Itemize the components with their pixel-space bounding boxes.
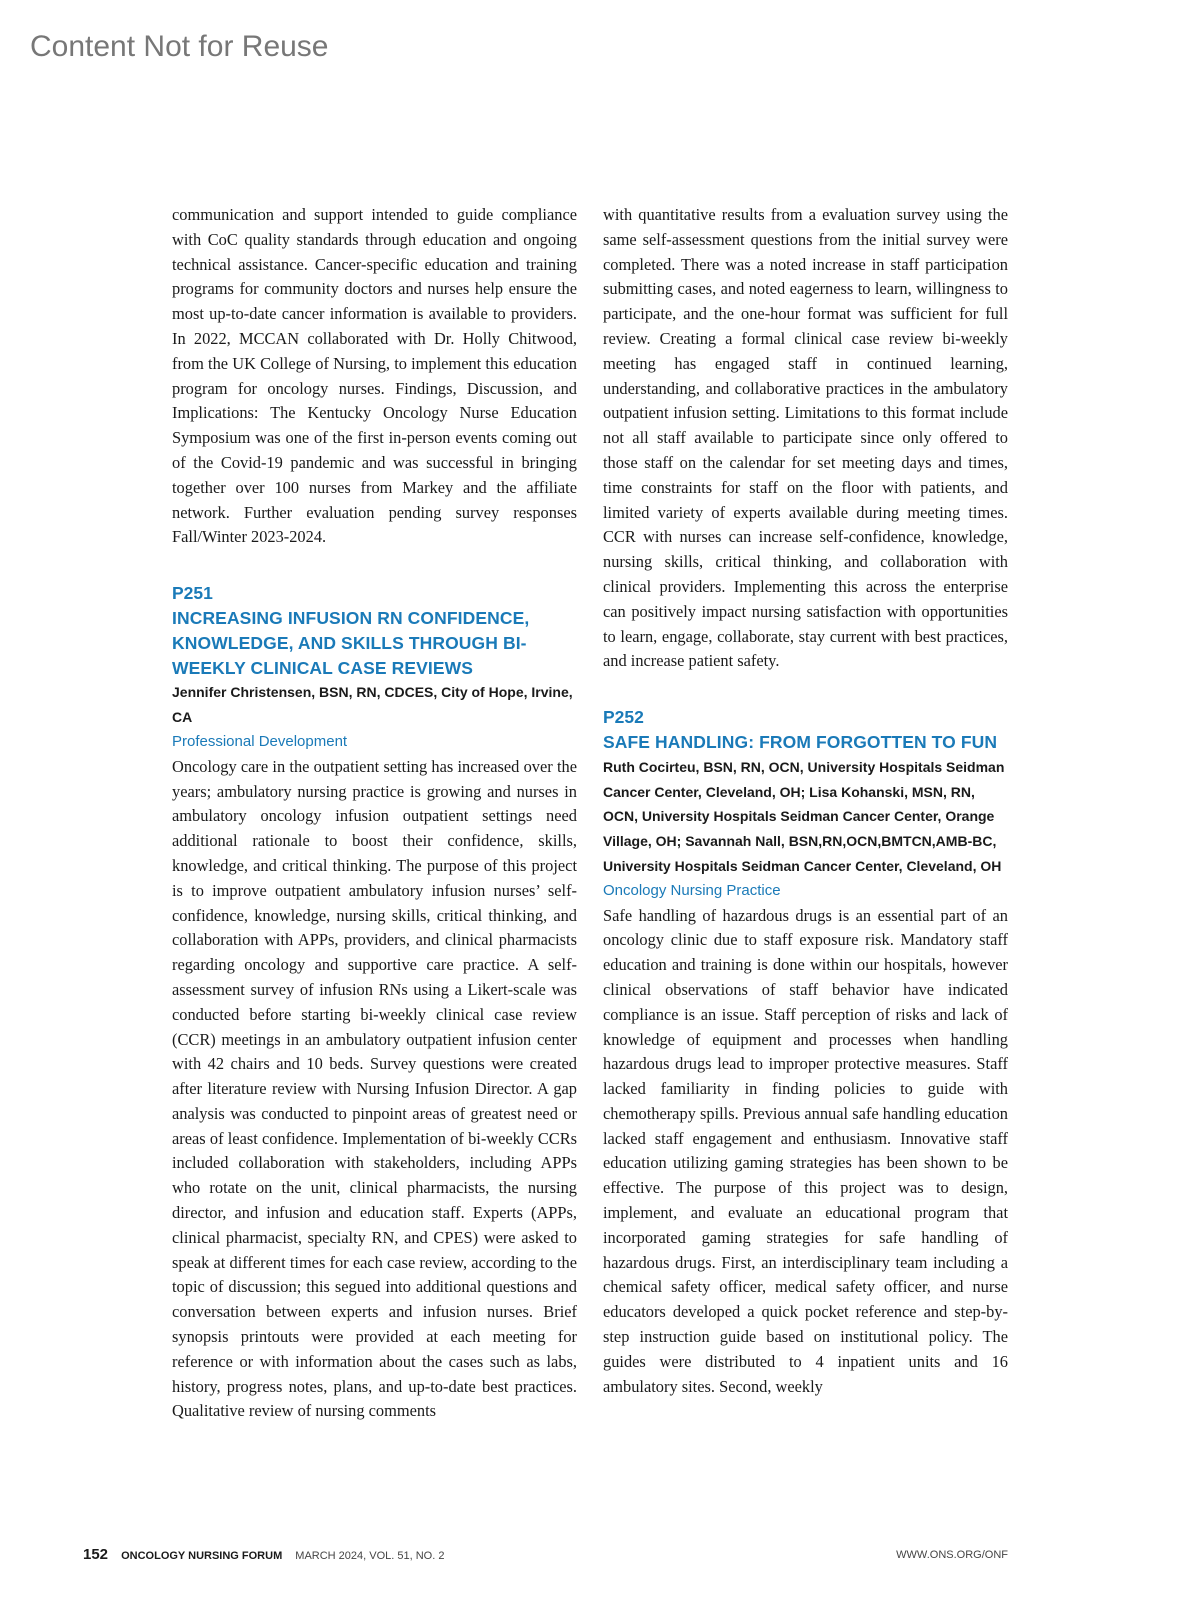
journal-url: WWW.ONS.ORG/ONF <box>896 1549 1008 1561</box>
abstract-category-p251: Professional Development <box>172 732 348 750</box>
watermark: Content Not for Reuse <box>30 30 329 63</box>
journal-name: ONCOLOGY NURSING FORUM <box>121 1550 283 1562</box>
abstract-title-p252: SAFE HANDLING: FROM FORGOTTEN TO FUN <box>603 731 998 752</box>
abstract-id-p251: P251 <box>172 583 213 604</box>
abstract-body-p252: Safe handling of hazardous drugs is an essential part of an oncology clinic due to staff exposure risk. Mandatory staff education and training is done within our hospitals, however clinical observations of staff behavior have indicated compliance is an issue. Staff perception of risks and lack of knowledge of equipment and processes when handling hazardous drugs lead to improper protective measures. Staff lacked familiarity in finding policies to guide with chemotherapy spills. Previous annual safe handling education lacked staff engagement and enthusiasm. Innovative staff education utilizing gaming strategies has been shown to be effective. The purpose of this project was to design, implement, and evaluate an educational program that incorporated gaming strategies for safe handling of hazardous drugs. First, an interdisciplinary team including a chemical safety officer, medical safety officer, and nurse educators developed a quick pocket reference and step-by-step instruction guide based on institutional policy. The guides were distributed to 4 inpatient units and 16 ambulatory sites. Second, weekly <box>603 905 1008 1396</box>
abstract-authors-p251: Jennifer Christensen, BSN, RN, CDCES, City of Hope, Irvine, CA <box>172 684 573 726</box>
continued-paragraph: with quantitative results from a evaluation survey using the same self-assessment questions from the initial survey were completed. There was a noted increase in staff participation submitting cases, and noted eagerness to learn, willingness to participate, and the one-hour format was sufficient for full review. Creating a formal clinical case review bi-weekly meeting has engaged staff in continued learning, understanding, and collaborative practices in the ambulatory outpatient infusion setting. Limitations to this format include not all staff available to participate since only offered to those staff on the calendar for set meeting days and times, time constraints for staff on the floor with patients, and limited variety of experts available during meeting times. CCR with nurses can increase self-confidence, knowledge, nursing skills, critical thinking, and collaboration with clinical providers. Implementing this across the enterprise can positively impact nursing satisfaction with opportunities to learn, engage, collaborate, stay current with best practices, and increase patient safety. <box>603 205 1008 671</box>
issue-info: MARCH 2024, VOL. 51, NO. 2 <box>295 1550 445 1562</box>
intro-paragraph: communication and support intended to guide compliance with CoC quality standards through education and ongoing technical assistance. Cancer-specific education and training programs for community doctors and nurses help ensure the most up-to-date cancer information is available to providers. In 2022, MCCAN collaborated with Dr. Holly Chitwood, from the UK College of Nursing, to implement this education program for oncology nurses. Findings, Discussion, and Implications: The Kentucky Oncology Nurse Education Symposium was one of the first in-person events coming out of the Covid-19 pandemic and was successful in bringing together over 100 nurses from Markey and the affiliate network. Further evaluation pending survey responses Fall/Winter 2023-2024. <box>172 205 577 547</box>
abstract-id-p252: P252 <box>603 707 644 728</box>
left-column <box>172 203 577 1424</box>
abstract-title-p251: INCREASING INFUSION RN CONFIDENCE, KNOWLEDGE, AND SKILLS THROUGH BI-WEEKLY CLINICAL CASE REVIEWS <box>172 607 530 678</box>
abstract-category-p252: Oncology Nursing Practice <box>603 881 781 899</box>
page-footer <box>83 1546 1008 1563</box>
right-column <box>603 203 1008 1399</box>
abstract-body-p251: Oncology care in the outpatient setting has increased over the years; ambulatory nursing practice is growing and nurses in ambulatory oncology infusion outpatient settings need additional rationale to boost their confidence, skills, knowledge, and critical thinking. The purpose of this project is to improve outpatient ambulatory infusion nurses’ self-confidence, knowledge, nursing skills, critical thinking, and collaboration with APPs, providers, and clinical pharmacists regarding oncology and supportive care practice. A self-assessment survey of infusion RNs using a Likert-scale was conducted before starting bi-weekly clinical case review (CCR) meetings in an ambulatory outpatient infusion center with 42 chairs and 10 beds. Survey questions were created after literature review with Nursing Infusion Director. A gap analysis was conducted to pinpoint areas of greatest need or areas of least confidence. Implementation of bi-weekly CCRs included collaboration with stakeholders, including APPs who rotate on the unit, clinical pharmacists, the nursing director, and infusion and education staff. Experts (APPs, clinical pharmacist, specialty RN, and CPES) were asked to speak at different times for each case review, according to the topic of discussion; this segued into additional questions and conversation between experts and infusion nurses. Brief synopsis printouts were provided at each meeting for reference or with information about the cases such as labs, history, progress notes, plans, and up-to-date best practices. Qualitative review of nursing comments <box>172 756 577 1421</box>
abstract-authors-p252: Ruth Cocirteu, BSN, RN, OCN, University Hospitals Seidman Cancer Center, Cleveland, OH; Lisa Kohanski, MSN, RN, OCN, University Hospitals Seidman Cancer Center, Orange Village, OH; Savannah Nall, BSN,RN,OCN,BMTCN,AMB-BC, University Hospitals Seidman Cancer Center, Cleveland, OH <box>603 758 1005 874</box>
page-number: 152 <box>83 1546 109 1563</box>
